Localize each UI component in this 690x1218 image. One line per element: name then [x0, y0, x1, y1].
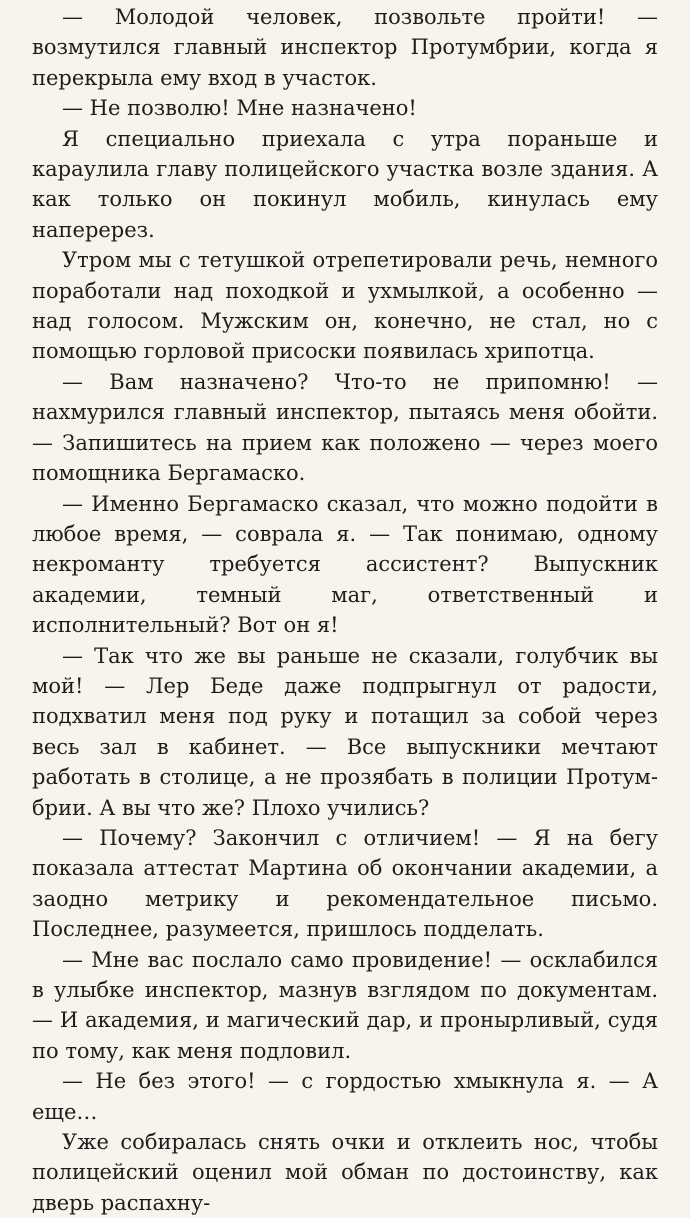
paragraph: — Не позволю! Мне назначено!: [62, 96, 417, 121]
book-page-text: [32, 2, 658, 1218]
paragraph: — Не без этого! — с гордостью хмыкнула я. — А еще…: [32, 1069, 658, 1124]
paragraph: Я специально приехала с утра пораньше и караулила главу полицейского участка возле здания. А как только он покинул мобиль, кинулась ему наперерез.: [32, 126, 658, 242]
paragraph: — Именно Бергамаско сказал, что можно подойти в любое время, — соврала я. — Так понимаю, одному некроманту требуется ассистент? Выпускник академии, темный маг, ответственный и исполнительный? Вот он я!: [32, 491, 658, 638]
paragraph: — Так что же вы раньше не сказали, голубчик вы мой! — Лер Беде даже подпрыгнул от радости, подхватил меня под руку и потащил за собой через весь зал в кабинет. — Все выпускники мечтают работать в столице, а не прозябать в полиции Протумбрии. А вы что же? Плохо учились?: [32, 643, 658, 820]
paragraph: Утром мы с тетушкой отрепетировали речь, немного поработали над походкой и ухмылкой, а особенно — над голосом. Мужским он, конечно, не стал, но с помощью горловой присоски появилась хрипотца.: [32, 248, 658, 364]
paragraph: — Молодой человек, позвольте пройти! — возмутился главный инспектор Протумбрии, когда я перекрыла ему вход в участок.: [32, 5, 658, 90]
paragraph: — Вам назначено? Что-то не припомню! — нахмурился главный инспектор, пытаясь меня обойти. — Запишитесь на прием как положено — через моего помощника Бергамаско.: [32, 369, 658, 486]
paragraph: Уже собиралась снять очки и отклеить нос, чтобы полицейский оценил мой обман по достоинству, как дверь распахну-: [32, 1130, 658, 1215]
paragraph: — Почему? Закончил с отличием! — Я на бегу показала аттестат Мартина об окончании академии, а заодно метрику и рекомендательное письмо. Последнее, разумеется, пришлось подделать.: [32, 825, 658, 942]
paragraph: — Мне вас послало само провидение! — осклабился в улыбке инспектор, мазнув взглядом по документам. — И академия, и магический дар, и пронырливый, судя по тому, как меня подловил.: [32, 947, 658, 1063]
